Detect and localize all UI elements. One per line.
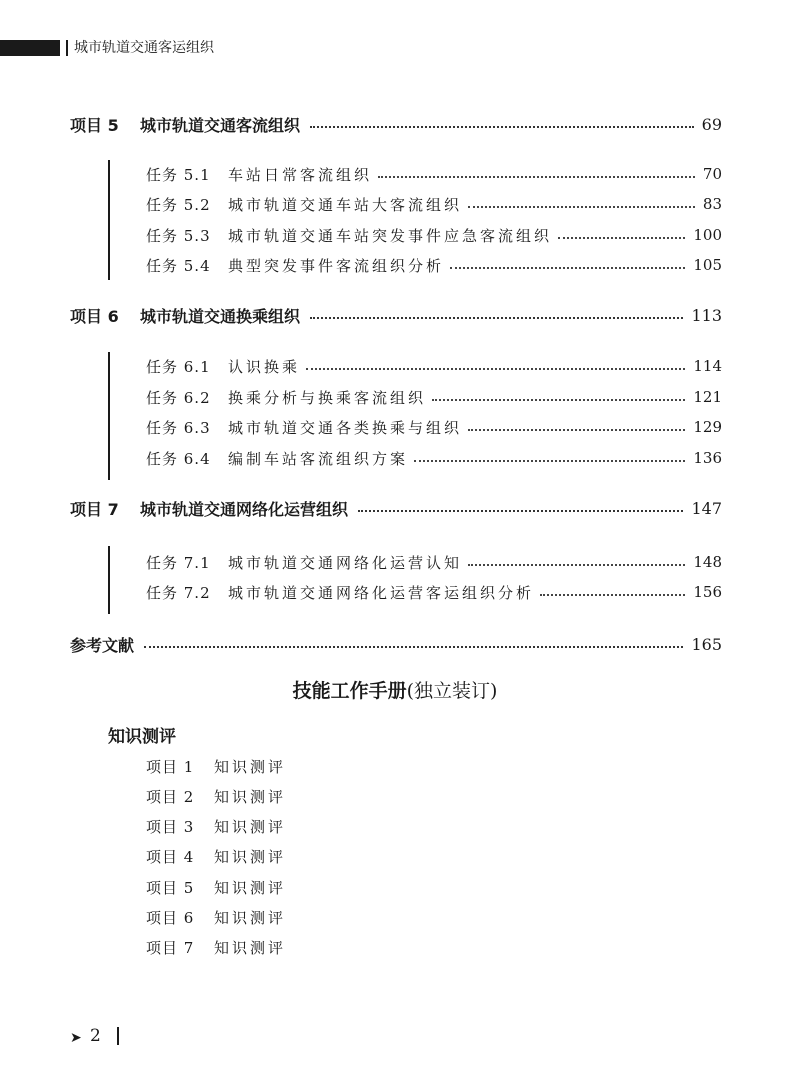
task-label: 任务 7.1 [146,553,211,572]
project-title: 城市轨道交通客流组织 [140,115,301,135]
dot-leader [558,237,685,239]
task-title: 认识换乘 [228,357,301,376]
evaluation-title: 知识测评 [214,787,287,806]
header-bar [0,40,60,56]
evaluation-label: 项目 6 [146,908,195,927]
project-label: 项目 5 [70,115,119,135]
dot-leader [144,646,683,648]
dot-leader [310,126,694,128]
references-title: 参考文献 [70,635,135,655]
task-title: 编制车站客流组织方案 [228,449,409,468]
evaluation-item-1[interactable] [146,753,286,779]
running-header-title: 城市轨道交通客运组织 [74,40,214,56]
project-label: 项目 6 [70,306,119,326]
page-number: 105 [693,256,722,274]
task-label: 任务 5.4 [146,256,211,275]
evaluation-label: 项目 7 [146,938,195,957]
page-number: 83 [702,195,722,213]
task-title: 城市轨道交通各类换乘与组织 [228,418,463,437]
toc-task-5-2[interactable] [146,191,722,217]
task-label: 任务 5.3 [146,226,211,245]
task-title: 典型突发事件客流组织分析 [228,256,445,275]
evaluation-title: 知识测评 [214,847,287,866]
page-arrow-icon: ➤ [70,1030,82,1046]
evaluation-label: 项目 2 [146,787,195,806]
task-title: 车站日常客流组织 [228,165,373,184]
dot-leader [468,429,685,431]
task-label: 任务 5.1 [146,165,211,184]
page-number: 165 [691,634,722,654]
project-title: 城市轨道交通网络化运营组织 [140,499,349,519]
project-label: 项目 7 [70,499,119,519]
dot-leader [432,399,685,401]
task-title: 城市轨道交通网络化运营客运组织分析 [228,583,535,602]
evaluation-label: 项目 1 [146,757,195,776]
task-label: 任务 5.2 [146,195,211,214]
task-title: 换乘分析与换乘客流组织 [228,388,427,407]
page-number: 148 [693,553,722,571]
footer-page-number: 2 [90,1026,101,1046]
toc-task-6-2[interactable] [146,384,722,410]
evaluation-title: 知识测评 [214,757,287,776]
task-group-bar [108,352,110,480]
toc-project-5[interactable] [70,110,722,138]
toc-task-5-3[interactable] [146,222,722,248]
evaluation-label: 项目 4 [146,847,195,866]
toc-task-7-1[interactable] [146,549,722,575]
dot-leader [414,460,685,462]
task-label: 任务 6.3 [146,418,211,437]
dot-leader [450,267,685,269]
evaluation-label: 项目 5 [146,878,195,897]
dot-leader [378,176,695,178]
toc-task-7-2[interactable] [146,579,722,605]
evaluation-item-7[interactable] [146,934,286,960]
evaluation-item-5[interactable] [146,874,286,900]
toc-references[interactable] [70,630,722,658]
task-label: 任务 6.1 [146,357,211,376]
task-group-bar [108,546,110,614]
task-label: 任务 6.4 [146,449,211,468]
dot-leader [468,564,685,566]
manual-heading [0,676,790,703]
dot-leader [540,594,685,596]
task-label: 任务 6.2 [146,388,211,407]
toc-task-6-1[interactable] [146,353,722,379]
evaluation-item-6[interactable] [146,904,286,930]
page-number: 136 [693,449,722,467]
task-title: 城市轨道交通网络化运营认知 [228,553,463,572]
evaluation-title: 知识测评 [214,817,287,836]
toc-task-5-4[interactable] [146,252,722,278]
evaluation-title: 知识测评 [214,908,287,927]
toc-task-6-4[interactable] [146,445,722,471]
evaluation-item-4[interactable] [146,843,286,869]
dot-leader [468,206,695,208]
header-separator [66,40,68,56]
manual-title: 技能工作手册 [292,680,407,702]
page-number: 113 [691,305,722,325]
page-number: 100 [693,226,722,244]
toc-project-6[interactable] [70,301,722,329]
toc-project-7[interactable] [70,494,722,522]
dot-leader [310,317,683,319]
toc-task-5-1[interactable] [146,161,722,187]
task-title: 城市轨道交通车站大客流组织 [228,195,463,214]
page-number: 114 [693,357,722,375]
page-number: 70 [702,165,722,183]
task-title: 城市轨道交通车站突发事件应急客流组织 [228,226,553,245]
footer-separator [117,1027,119,1045]
evaluation-section-title: 知识测评 [108,727,176,747]
page-number: 147 [691,498,722,518]
page-number: 121 [693,388,722,406]
task-label: 任务 7.2 [146,583,211,602]
dot-leader [358,510,683,512]
page-number: 156 [693,583,722,601]
evaluation-label: 项目 3 [146,817,195,836]
evaluation-item-3[interactable] [146,813,286,839]
dot-leader [306,368,685,370]
task-group-bar [108,160,110,280]
page-number: 129 [693,418,722,436]
manual-subtitle: (独立装订) [406,680,498,702]
evaluation-title: 知识测评 [214,878,287,897]
project-title: 城市轨道交通换乘组织 [140,306,301,326]
evaluation-title: 知识测评 [214,938,287,957]
toc-task-6-3[interactable] [146,414,722,440]
evaluation-item-2[interactable] [146,783,286,809]
page-number: 69 [701,114,722,134]
